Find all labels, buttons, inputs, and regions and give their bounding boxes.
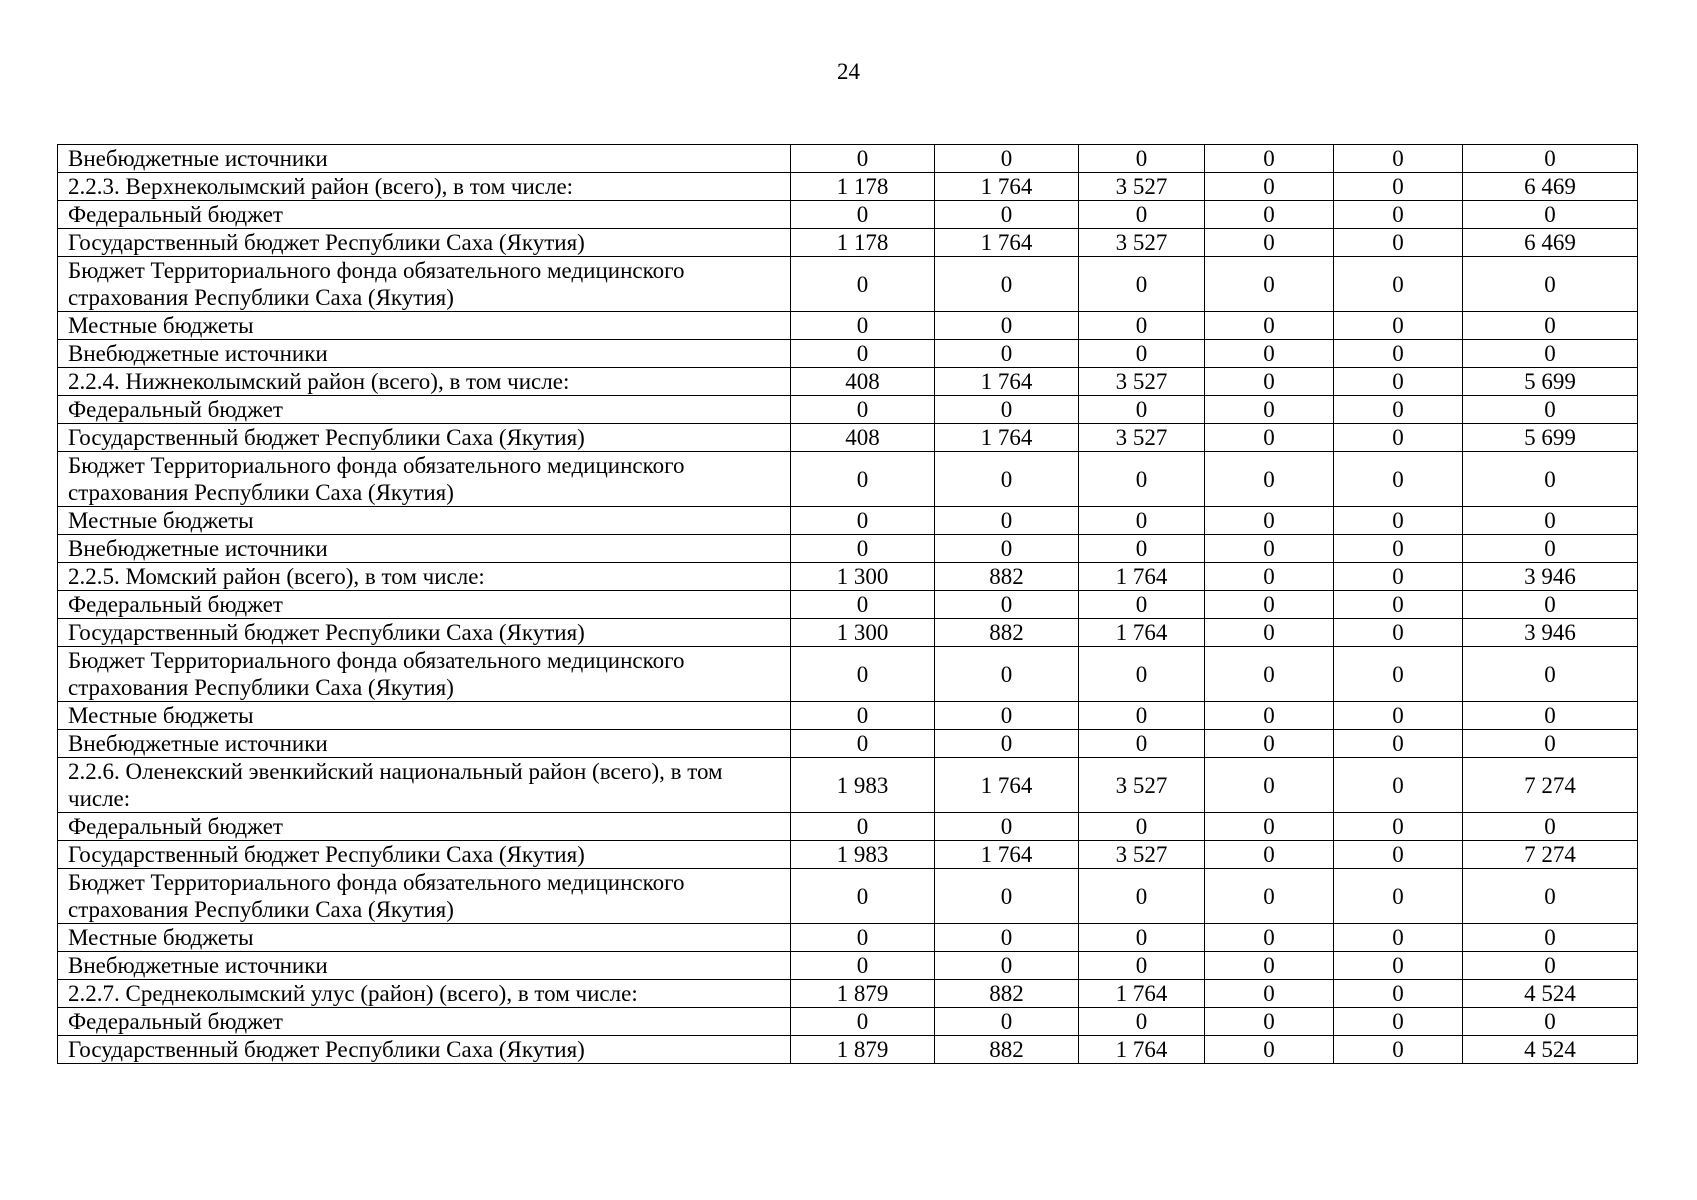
value-cell: 1 178 (791, 173, 935, 201)
value-cell: 0 (1334, 257, 1463, 312)
value-cell: 0 (1079, 924, 1205, 952)
value-cell: 882 (935, 1036, 1079, 1064)
value-cell: 0 (791, 730, 935, 758)
page-number: 24 (837, 59, 860, 84)
value-cell: 5 699 (1463, 424, 1638, 452)
row-label: Местные бюджеты (58, 702, 791, 730)
value-cell: 1 764 (935, 173, 1079, 201)
value-cell: 0 (1205, 312, 1334, 340)
value-cell: 0 (1079, 396, 1205, 424)
table-row (58, 730, 1638, 758)
value-cell: 0 (791, 1008, 935, 1036)
value-cell: 6 469 (1463, 229, 1638, 257)
value-cell: 0 (1334, 201, 1463, 229)
value-cell: 0 (1205, 173, 1334, 201)
value-cell: 0 (1334, 841, 1463, 869)
table-row (58, 229, 1638, 257)
value-cell: 0 (935, 257, 1079, 312)
value-cell: 0 (1463, 535, 1638, 563)
row-label: Федеральный бюджет (58, 201, 791, 229)
value-cell: 0 (1463, 730, 1638, 758)
value-cell: 0 (1079, 257, 1205, 312)
value-cell: 0 (935, 201, 1079, 229)
value-cell: 0 (791, 396, 935, 424)
value-cell: 0 (1463, 452, 1638, 507)
value-cell: 1 879 (791, 1036, 935, 1064)
row-label: Бюджет Территориального фонда обязательного медицинского страхования Республики Саха (Якутия) (58, 647, 791, 702)
row-label: Внебюджетные источники (58, 340, 791, 368)
value-cell: 0 (791, 312, 935, 340)
value-cell: 3 527 (1079, 758, 1205, 813)
row-label: 2.2.7. Среднеколымский улус (район) (всего), в том числе: (58, 980, 791, 1008)
value-cell: 0 (1334, 229, 1463, 257)
table-row (58, 507, 1638, 535)
table-row (58, 340, 1638, 368)
value-cell: 0 (935, 869, 1079, 924)
table-row (58, 758, 1638, 813)
row-label: Бюджет Территориального фонда обязательного медицинского страхования Республики Саха (Якутия) (58, 257, 791, 312)
value-cell: 0 (1334, 424, 1463, 452)
table-body (58, 145, 1638, 1064)
value-cell: 0 (935, 340, 1079, 368)
row-label: Бюджет Территориального фонда обязательного медицинского страхования Республики Саха (Якутия) (58, 452, 791, 507)
value-cell: 0 (791, 591, 935, 619)
row-label: Внебюджетные источники (58, 952, 791, 980)
value-cell: 0 (935, 813, 1079, 841)
row-label: Государственный бюджет Республики Саха (Якутия) (58, 619, 791, 647)
value-cell: 0 (791, 924, 935, 952)
value-cell: 5 699 (1463, 368, 1638, 396)
value-cell: 0 (935, 452, 1079, 507)
value-cell: 4 524 (1463, 980, 1638, 1008)
value-cell: 0 (1205, 647, 1334, 702)
value-cell: 3 527 (1079, 368, 1205, 396)
value-cell: 0 (1079, 535, 1205, 563)
table-row (58, 647, 1638, 702)
value-cell: 0 (1463, 702, 1638, 730)
table-row (58, 396, 1638, 424)
value-cell: 0 (1334, 758, 1463, 813)
table-row (58, 952, 1638, 980)
value-cell: 0 (935, 730, 1079, 758)
table-row (58, 201, 1638, 229)
value-cell: 1 300 (791, 563, 935, 591)
value-cell: 1 764 (935, 758, 1079, 813)
value-cell: 1 300 (791, 619, 935, 647)
budget-table (57, 144, 1638, 1064)
value-cell: 0 (1334, 452, 1463, 507)
value-cell: 0 (1079, 145, 1205, 173)
row-label: Внебюджетные источники (58, 535, 791, 563)
table-row (58, 563, 1638, 591)
row-label: 2.2.5. Момский район (всего), в том числе: (58, 563, 791, 591)
value-cell: 0 (1463, 257, 1638, 312)
value-cell: 0 (935, 952, 1079, 980)
table-row (58, 424, 1638, 452)
value-cell: 0 (1205, 841, 1334, 869)
value-cell: 3 527 (1079, 229, 1205, 257)
value-cell: 0 (1334, 340, 1463, 368)
value-cell: 0 (1079, 869, 1205, 924)
value-cell: 0 (1463, 869, 1638, 924)
value-cell: 0 (1463, 1008, 1638, 1036)
value-cell: 0 (1079, 312, 1205, 340)
value-cell: 0 (1205, 730, 1334, 758)
value-cell: 0 (1205, 424, 1334, 452)
row-label: Государственный бюджет Республики Саха (Якутия) (58, 1036, 791, 1064)
value-cell: 0 (1205, 452, 1334, 507)
value-cell: 0 (1463, 647, 1638, 702)
value-cell: 0 (1334, 591, 1463, 619)
value-cell: 0 (1205, 702, 1334, 730)
value-cell: 1 879 (791, 980, 935, 1008)
value-cell: 7 274 (1463, 758, 1638, 813)
value-cell: 408 (791, 368, 935, 396)
value-cell: 7 274 (1463, 841, 1638, 869)
value-cell: 0 (1463, 145, 1638, 173)
value-cell: 0 (1463, 507, 1638, 535)
table-row (58, 312, 1638, 340)
value-cell: 1 764 (935, 368, 1079, 396)
value-cell: 0 (1079, 730, 1205, 758)
value-cell: 0 (1334, 368, 1463, 396)
value-cell: 0 (1463, 396, 1638, 424)
row-label: 2.2.4. Нижнеколымский район (всего), в том числе: (58, 368, 791, 396)
value-cell: 0 (1079, 647, 1205, 702)
value-cell: 0 (1334, 730, 1463, 758)
value-cell: 0 (1205, 869, 1334, 924)
value-cell: 0 (1079, 340, 1205, 368)
value-cell: 0 (1334, 813, 1463, 841)
value-cell: 0 (1463, 340, 1638, 368)
value-cell: 0 (791, 507, 935, 535)
value-cell: 0 (935, 1008, 1079, 1036)
value-cell: 0 (1334, 619, 1463, 647)
value-cell: 4 524 (1463, 1036, 1638, 1064)
value-cell: 0 (791, 340, 935, 368)
value-cell: 0 (1205, 201, 1334, 229)
value-cell: 0 (1463, 924, 1638, 952)
value-cell: 1 764 (935, 424, 1079, 452)
value-cell: 0 (1334, 869, 1463, 924)
row-label: Государственный бюджет Республики Саха (Якутия) (58, 424, 791, 452)
row-label: 2.2.6. Оленекский эвенкийский национальный район (всего), в том числе: (58, 758, 791, 813)
value-cell: 0 (935, 507, 1079, 535)
value-cell: 0 (935, 924, 1079, 952)
value-cell: 0 (1463, 591, 1638, 619)
value-cell: 0 (1334, 1008, 1463, 1036)
value-cell: 0 (935, 591, 1079, 619)
value-cell: 0 (791, 452, 935, 507)
value-cell: 3 527 (1079, 173, 1205, 201)
table-row (58, 452, 1638, 507)
table-row (58, 145, 1638, 173)
value-cell: 0 (1334, 396, 1463, 424)
row-label: Внебюджетные источники (58, 145, 791, 173)
value-cell: 0 (1205, 229, 1334, 257)
value-cell: 0 (1334, 535, 1463, 563)
value-cell: 0 (1205, 507, 1334, 535)
value-cell: 6 469 (1463, 173, 1638, 201)
value-cell: 0 (1205, 758, 1334, 813)
value-cell: 0 (1334, 507, 1463, 535)
value-cell: 0 (1334, 173, 1463, 201)
row-label: Федеральный бюджет (58, 813, 791, 841)
value-cell: 0 (791, 145, 935, 173)
table-row (58, 841, 1638, 869)
row-label: Государственный бюджет Республики Саха (Якутия) (58, 229, 791, 257)
value-cell: 0 (1205, 619, 1334, 647)
value-cell: 1 764 (1079, 563, 1205, 591)
value-cell: 3 527 (1079, 424, 1205, 452)
table-row (58, 368, 1638, 396)
value-cell: 0 (1334, 312, 1463, 340)
value-cell: 0 (935, 312, 1079, 340)
value-cell: 1 764 (1079, 619, 1205, 647)
value-cell: 0 (1205, 591, 1334, 619)
table-row (58, 924, 1638, 952)
row-label: Федеральный бюджет (58, 1008, 791, 1036)
row-label: 2.2.3. Верхнеколымский район (всего), в том числе: (58, 173, 791, 201)
value-cell: 0 (791, 869, 935, 924)
table-row (58, 173, 1638, 201)
value-cell: 0 (1334, 647, 1463, 702)
value-cell: 0 (1079, 201, 1205, 229)
row-label: Федеральный бюджет (58, 591, 791, 619)
value-cell: 0 (1079, 591, 1205, 619)
value-cell: 1 764 (935, 229, 1079, 257)
value-cell: 0 (935, 647, 1079, 702)
value-cell: 0 (1079, 702, 1205, 730)
value-cell: 0 (791, 257, 935, 312)
value-cell: 408 (791, 424, 935, 452)
value-cell: 3 527 (1079, 841, 1205, 869)
value-cell: 0 (1079, 952, 1205, 980)
table-row (58, 619, 1638, 647)
value-cell: 0 (1205, 257, 1334, 312)
value-cell: 0 (1205, 1036, 1334, 1064)
value-cell: 0 (791, 201, 935, 229)
value-cell: 0 (935, 535, 1079, 563)
table-row (58, 1036, 1638, 1064)
value-cell: 0 (1205, 340, 1334, 368)
value-cell: 0 (935, 702, 1079, 730)
value-cell: 0 (1205, 813, 1334, 841)
value-cell: 0 (1334, 1036, 1463, 1064)
table-row (58, 869, 1638, 924)
value-cell: 0 (1205, 563, 1334, 591)
row-label: Федеральный бюджет (58, 396, 791, 424)
row-label: Местные бюджеты (58, 924, 791, 952)
value-cell: 0 (1079, 813, 1205, 841)
value-cell: 882 (935, 980, 1079, 1008)
value-cell: 0 (1334, 145, 1463, 173)
value-cell: 0 (1205, 924, 1334, 952)
table-row (58, 702, 1638, 730)
value-cell: 0 (1463, 813, 1638, 841)
row-label: Внебюджетные источники (58, 730, 791, 758)
value-cell: 0 (791, 952, 935, 980)
value-cell: 882 (935, 563, 1079, 591)
value-cell: 0 (791, 702, 935, 730)
table-row (58, 1008, 1638, 1036)
value-cell: 1 764 (935, 841, 1079, 869)
value-cell: 0 (1205, 145, 1334, 173)
value-cell: 1 764 (1079, 980, 1205, 1008)
value-cell: 0 (1334, 952, 1463, 980)
value-cell: 1 983 (791, 841, 935, 869)
value-cell: 0 (791, 647, 935, 702)
value-cell: 0 (1334, 702, 1463, 730)
table-row (58, 257, 1638, 312)
value-cell: 0 (1079, 507, 1205, 535)
value-cell: 0 (791, 535, 935, 563)
value-cell: 0 (1334, 563, 1463, 591)
value-cell: 0 (935, 396, 1079, 424)
value-cell: 0 (791, 813, 935, 841)
value-cell: 0 (1079, 1008, 1205, 1036)
table-row (58, 980, 1638, 1008)
value-cell: 3 946 (1463, 619, 1638, 647)
value-cell: 0 (1334, 980, 1463, 1008)
value-cell: 0 (1205, 1008, 1334, 1036)
value-cell: 0 (1079, 452, 1205, 507)
value-cell: 0 (935, 145, 1079, 173)
row-label: Бюджет Территориального фонда обязательного медицинского страхования Республики Саха (Якутия) (58, 869, 791, 924)
value-cell: 0 (1205, 535, 1334, 563)
row-label: Местные бюджеты (58, 312, 791, 340)
row-label: Государственный бюджет Республики Саха (Якутия) (58, 841, 791, 869)
value-cell: 0 (1463, 201, 1638, 229)
value-cell: 0 (1334, 924, 1463, 952)
value-cell: 0 (1205, 368, 1334, 396)
value-cell: 0 (1205, 980, 1334, 1008)
table-row (58, 813, 1638, 841)
value-cell: 1 983 (791, 758, 935, 813)
value-cell: 0 (1205, 952, 1334, 980)
value-cell: 1 178 (791, 229, 935, 257)
value-cell: 0 (1463, 952, 1638, 980)
value-cell: 0 (1205, 396, 1334, 424)
table-row (58, 591, 1638, 619)
table-row (58, 535, 1638, 563)
value-cell: 0 (1463, 312, 1638, 340)
value-cell: 1 764 (1079, 1036, 1205, 1064)
value-cell: 3 946 (1463, 563, 1638, 591)
row-label: Местные бюджеты (58, 507, 791, 535)
value-cell: 882 (935, 619, 1079, 647)
